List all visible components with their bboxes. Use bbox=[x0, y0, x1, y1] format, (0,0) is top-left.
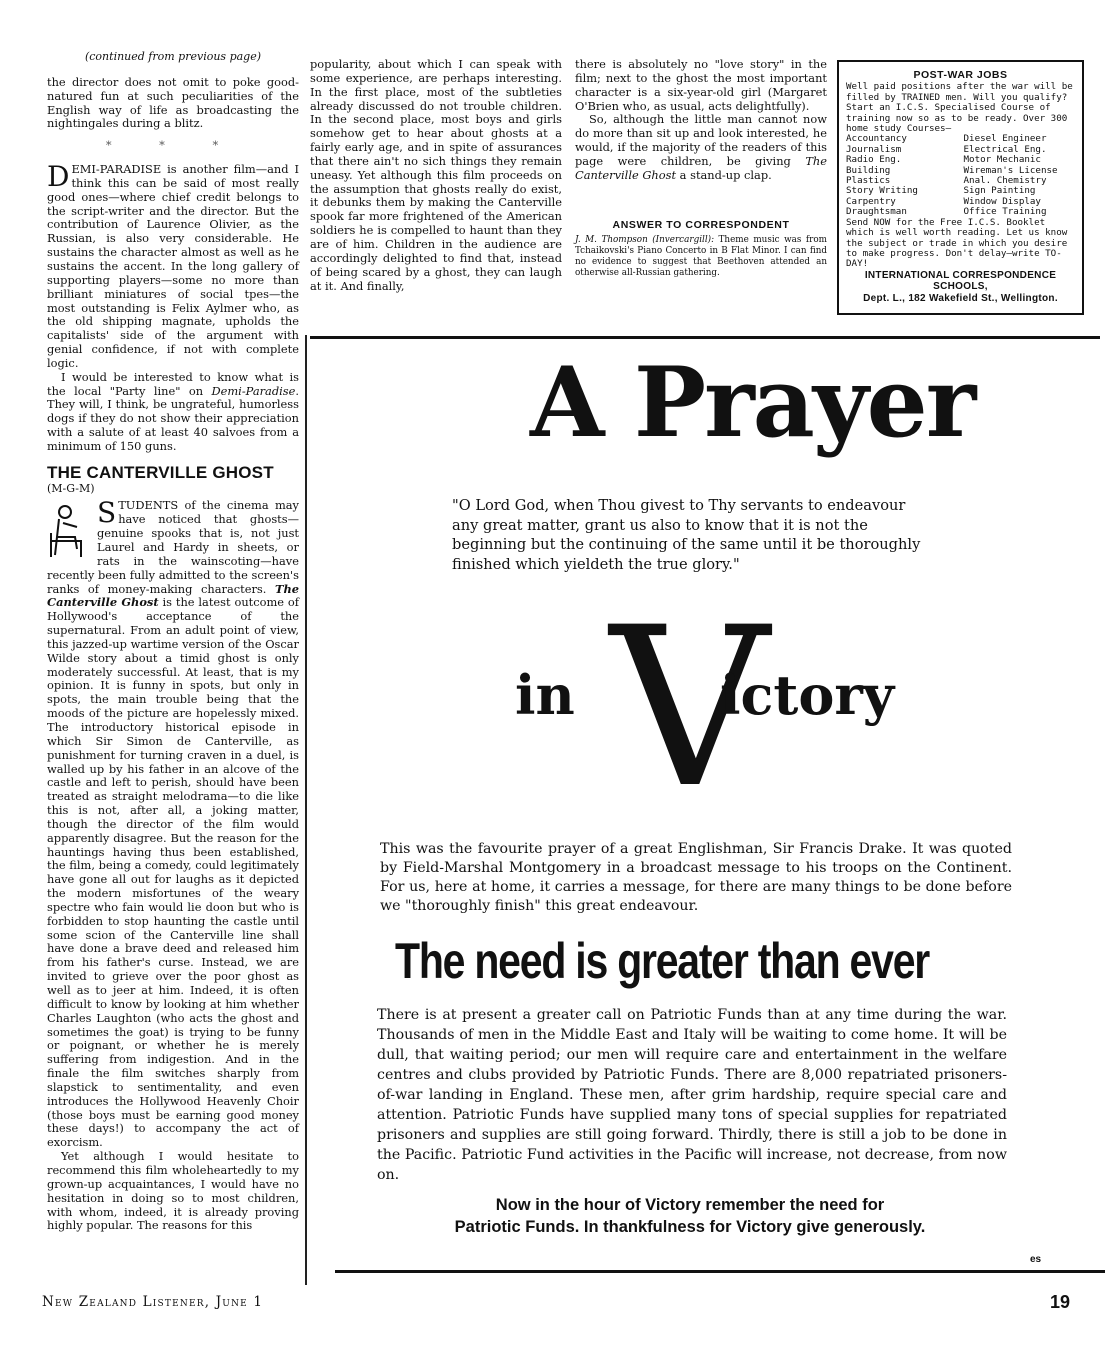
course-item: Window Display bbox=[963, 195, 1041, 207]
ad-address: Dept. L., 182 Wakefield St., Wellington. bbox=[863, 292, 1058, 304]
review-title: THE CANTERVILLE GHOST bbox=[47, 462, 274, 482]
ad-outro: Send NOW for the Free I.C.S. Booklet which is well worth reading. Let us know the subject or trade in which you desire to make progress. Don't delay—write TO-DAY! bbox=[846, 216, 1068, 270]
answer-heading: ANSWER TO CORRESPONDENT bbox=[612, 218, 790, 231]
course-item: Motor Mechanic bbox=[963, 154, 1041, 166]
ad-title: POST-WAR JOBS bbox=[913, 69, 1008, 81]
course-item: Wireman's License bbox=[963, 164, 1058, 176]
post-war-jobs-ad bbox=[837, 60, 1084, 315]
middle-column-text: popularity, about which I can speak with some experience, are perhaps interesting. In the first place, most of the subtleties already discussed do not trouble children. In the second place, most boys and girls somehow get to hear about ghosts at a fairly early age, and in spite of assurances that there ain't no sich things they remain uneasy. Yet although this film proceeds on the assumption that ghosts really do exist, it debunks them by making the Canterville spook far more frightened of the American soldiers he is compelled to haunt than they are of him. Children in the audience are accordingly delighted to find that, instead of being scared by a ghost, they can laugh at it. And finally, bbox=[310, 57, 562, 293]
drop-cap-d: D bbox=[47, 160, 70, 194]
seated-figure-icon bbox=[47, 503, 91, 561]
review-text-a: TUDENTS of the cinema may have noticed that ghosts—genuine spooks that is, not just Laurel and Hardy in sheets, or rats in the wainscoting—have recently been fully admitted to the screen's ranks of money-making characters. bbox=[47, 498, 299, 596]
film-title-canterville-2: The Canterville Ghost bbox=[575, 153, 827, 182]
correspondent-name: J. M. Thompson (Invercargill): bbox=[575, 235, 715, 246]
course-item: Carpentry bbox=[846, 195, 896, 207]
film-title-demi-paradise: Demi-Paradise bbox=[211, 383, 296, 398]
demi-paradise-paragraph bbox=[47, 160, 299, 371]
closing-text-a: I would be interested to know what is the local "Party line" on bbox=[47, 369, 299, 398]
review-paragraph-2: Yet although I would hesitate to recommend this film wholeheartedly to my grown-up acquaintances, I would have no hesitation in doing so to most children, with whom, indeed, it is already proving highly popular. The reasons for this bbox=[47, 1149, 299, 1233]
continued-note: (continued from previous page) bbox=[84, 50, 262, 63]
film-title-canterville: The Canterville Ghost bbox=[47, 581, 299, 610]
victory-ictory-word: ictory bbox=[720, 663, 895, 727]
left-column bbox=[47, 50, 299, 1233]
course-item: Anal. Chemistry bbox=[963, 175, 1047, 187]
right-text-b: a stand-up clap. bbox=[676, 167, 772, 182]
ad-intro: Well paid positions after the war will be filled by TRAINED men. Will you qualify? Start an I.C.S. Specialised Course of training now so as to be ready. Over 300 home study Courses— bbox=[846, 81, 1073, 135]
column-divider bbox=[305, 335, 307, 1285]
course-item: Diesel Engineer bbox=[963, 133, 1047, 145]
answer-text: Theme music was from Tchaikovski's Piano Concerto in B Flat Minor. I can find no evidence to suggest that Beethoven attended an otherwise all-Russian gathering. bbox=[575, 235, 827, 279]
publication-footer: New Zealand Listener, June 1 bbox=[42, 1294, 264, 1310]
course-item: Draughtsman bbox=[846, 206, 907, 218]
course-item: Office Training bbox=[963, 206, 1047, 218]
course-item: Electrical Eng. bbox=[963, 143, 1047, 155]
course-item: Plastics bbox=[846, 175, 891, 187]
ad-institution: INTERNATIONAL CORRESPONDENCE SCHOOLS, bbox=[864, 269, 1057, 293]
agency-mark: es bbox=[1030, 1254, 1042, 1265]
review-text-b: is the latest outcome of Hollywood's acceptance of the supernatural. From an adult point of view, this jazzed-up wartime version of the Oscar Wilde story about a timid ghost is only moderately successful. At least, that is my opinion. It is funny in spots, but only in spots, the main trouble being that the moods of the picture are hopelessly mixed. The introductory historical episode in which Sir Simon de Canterville, as punishment for turning craven in a duel, is walled up by his father in an alcove of the castle and left to perish, should have been treated as straight melodrama—to die like this is not, after all, a joking matter, though the director of the film would apparently disagree. But the reason for the hauntings having thus been established, the film, being a comedy, could legitimately have gone all out for laughs as it depicted the modern misfortunes of the weary spectre who fain would lie doon but who is forbidden to stop haunting the castle until some scion of the Canterville line shall have done a brave deed and released him from his father's curse. Instead, we are invited to grieve over the poor ghost as well as to jeer at him. Indeed, it is often difficult to know by looking at him whether Charles Laughton (who acts the ghost and sometimes the goat) is trying to be funny or poignant, or whether he is merely suffering from indigestion. And in the finale the film switches sharply from slapstick to sentimentality, and even introduces the Hollywood Heavenly Choir (those boys must be earning good money these days!) to accompany the act of exorcism. bbox=[47, 595, 299, 1150]
closing-line-1: Now in the hour of Victory remember the need for bbox=[495, 1196, 885, 1214]
review-studio: (M-G-M) bbox=[47, 481, 95, 495]
course-item: Journalism bbox=[846, 143, 902, 155]
course-item: Accountancy bbox=[846, 133, 907, 145]
demi-paradise-text: EMI-PARADISE is another film—and I think this can be said of most really good ones—where chief credit belongs to the script-writer and the director. But the contribution of Laurence Olivier, as the Russian, is also very considerable. He sustains the character almost as well as he sustains the accent. In the long gallery of supporting players—some no more than brilliant miniatures of social tpes—the most outstanding is Felix Aylmer who, as the old shipping magnate, upholds the capitalists' side of the argument with genial confidence, if not with complete logic. bbox=[47, 162, 299, 370]
victory-v-letter: V bbox=[610, 580, 769, 836]
patriotic-funds-body: There is at present a greater call on Patriotic Funds than at any time during the war. Thousands of men in the Middle East and Italy will be waiting to come home. It will be dull, that waiting period; our men will require care and entertainment in the welfare centres and clubs provided by Patriotic Funds. There are 8,000 repatriated prisoners-of-war landing in England. These men, after grim hardship, require special care and attention. Patriotic Funds have supplied many tons of special supplies for repatriated prisoners and supplies are still going forward. Thirdly, there is still a job to be done in the Pacific. Patriotic Fund activities in the Pacific will increase, not decrease, from now on. bbox=[377, 1007, 1007, 1183]
demi-paradise-conclusion: the director does not omit to poke good-natured fun at such peculiarities of the English way of life as broadcasting the nightingales during a blitz. bbox=[47, 74, 299, 131]
course-item: Story Writing bbox=[846, 185, 918, 197]
course-list bbox=[846, 134, 1075, 217]
closing-appeal bbox=[400, 1194, 980, 1238]
review-paragraph-1 bbox=[47, 496, 299, 1150]
prayer-quote: "O Lord God, when Thou givest to Thy servants to endeavour any great matter, grant us also to know that it is not the beginning but the continuing of the same until it be thoroughly finished which yieldeth the true glory." bbox=[452, 497, 921, 573]
drop-cap-s: S bbox=[97, 496, 117, 530]
answer-body bbox=[575, 235, 827, 279]
page-number: 19 bbox=[1050, 1292, 1071, 1312]
course-item: Sign Painting bbox=[963, 185, 1036, 197]
prayer-title: A Prayer bbox=[530, 346, 975, 459]
closing-text-b: . They will, I think, be ungrateful, humorless dogs if they do not show their appreciation with a salute of at least 40 salvoes from a minimum of 150 guns. bbox=[47, 383, 299, 453]
course-item: Building bbox=[846, 164, 891, 176]
right-column bbox=[575, 58, 827, 279]
advert-top-rule bbox=[310, 336, 1100, 339]
demi-paradise-closing bbox=[47, 371, 299, 454]
drake-explanation: This was the favourite prayer of a great Englishman, Sir Francis Drake. It was quoted by Field-Marshal Montgomery in a broadcast message to his troops on the Continent. For us, here at home, it carries a message, for there are many things to be done before we "thoroughly finish" this great endeavour. bbox=[380, 841, 1012, 914]
middle-column bbox=[310, 58, 562, 293]
need-headline: The need is greater than ever bbox=[395, 933, 929, 989]
right-paragraph-1: there is absolutely no "love story" in the film; next to the ghost the most important character is a six-year-old girl (Margaret O'Brien who, as usual, acts delightfully). bbox=[575, 57, 827, 113]
closing-line-2: Patriotic Funds. In thankfulness for Victory give generously. bbox=[454, 1218, 926, 1236]
section-separator: * * * bbox=[105, 138, 241, 153]
victory-in-word: in bbox=[515, 663, 575, 727]
right-paragraph-2 bbox=[575, 113, 827, 182]
right-text-a: So, although the little man cannot now do more than sit up and look interested, he would, if the majority of the readers of this page were children, be giving bbox=[575, 112, 827, 168]
course-item: Radio Eng. bbox=[846, 154, 902, 166]
advert-bottom-rule bbox=[335, 1270, 1105, 1273]
